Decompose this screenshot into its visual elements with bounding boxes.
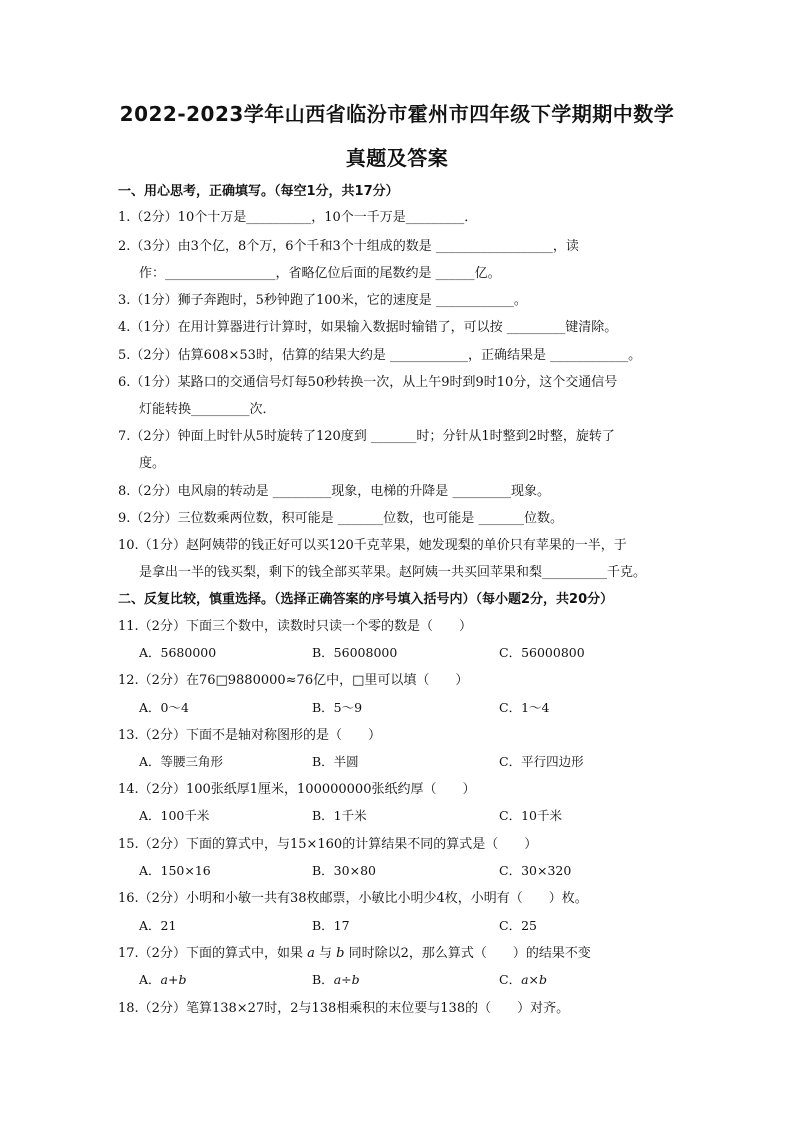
question-17 — [118, 942, 591, 961]
option-b: B．30×80 — [312, 863, 376, 878]
variable-b: b — [336, 946, 345, 961]
question-6-line1: 6.（1分）某路口的交通信号灯每50秒转换一次，从上午9时到9时10分，这个交通信号 — [118, 375, 618, 390]
option-a: A．100千米 — [139, 808, 210, 823]
question-9: 9.（2分）三位数乘两位数，积可能是 _______位数，也可能是 _______位数。 — [118, 511, 563, 526]
question-4: 4.（1分）在用计算器进行计算时，如果输入数据时输错了，可以按 _________键清除。 — [118, 320, 618, 335]
option-b: B．17 — [312, 918, 350, 933]
section-heading-multiple-choice: 二、反复比较，慎重选择。（选择正确答案的序号填入括号内）（每小题2分，共20分） — [118, 592, 614, 607]
option-b: B．5～9 — [312, 700, 363, 715]
section-heading-fill-in: 一、用心思考，正确填写。（每空1分，共17分） — [118, 184, 399, 199]
question-18: 18.（2分）笔算138×27时，2与138相乘积的末位要与138的（ ）对齐。 — [118, 1001, 570, 1016]
option-c: C．1～4 — [499, 700, 550, 715]
option-c: C．56000800 — [499, 645, 585, 660]
question-10-line1: 10.（1分）赵阿姨带的钱正好可以买120千克苹果，她发现梨的单价只有苹果的一半，于 — [118, 538, 627, 553]
question-17-prefix: 17.（2分）下面的算式中，如果 — [118, 946, 308, 961]
option-b: B．1千米 — [312, 808, 367, 823]
document-title-line2: 真题及答案 — [345, 146, 449, 170]
option-a: A．a+b — [139, 972, 187, 987]
question-2-line2: 作：_________________，省略亿位后面的尾数约是 ______亿。 — [139, 266, 501, 281]
question-17-mid: 与 — [314, 946, 337, 961]
option-a: A．5680000 — [139, 645, 217, 660]
question-17-options — [139, 970, 699, 988]
question-16-options — [139, 916, 699, 934]
option-c: C．10千米 — [499, 808, 562, 823]
option-b: B．56008000 — [312, 645, 398, 660]
variable-a: a — [307, 946, 315, 961]
question-15: 15.（2分）下面的算式中，与15×160的计算结果不同的算式是（ ） — [118, 837, 538, 852]
option-a: A．0～4 — [139, 700, 189, 715]
option-c: C．平行四边形 — [499, 754, 584, 769]
question-16: 16.（2分）小明和小敏一共有38枚邮票，小敏比小明少4枚，小明有（ ）枚。 — [118, 891, 588, 906]
question-15-options — [139, 861, 699, 879]
question-6-line2: 灯能转换_________次． — [139, 402, 276, 417]
question-8: 8.（2分）电风扇的转动是 _________现象，电梯的升降是 _________现象。 — [118, 484, 550, 499]
question-7-line2: 度。 — [139, 456, 166, 471]
question-12-options — [139, 698, 699, 716]
question-1: 1.（2分）10个十万是__________，10个一千万是_________． — [118, 210, 478, 225]
question-11: 11.（2分）下面三个数中，读数时只读一个零的数是（ ） — [118, 619, 472, 634]
question-10-line2: 是拿出一半的钱买梨，剩下的钱全部买苹果。赵阿姨一共买回苹果和梨__________千克。 — [139, 565, 647, 580]
option-a: A．等腰三角形 — [139, 754, 224, 769]
question-2-line1: 2.（3分）由3个亿，8个万，6个千和3个十组成的数是 __________________，读 — [118, 239, 579, 254]
question-14-options — [139, 806, 699, 824]
question-13-options — [139, 752, 699, 770]
document-title-line1: 2022-2023学年山西省临汾市霍州市四年级下学期期中数学 — [119, 102, 675, 126]
option-a: A．150×16 — [139, 863, 211, 878]
option-a: A．21 — [139, 918, 177, 933]
option-b: B．半圆 — [312, 754, 359, 769]
question-7-line1: 7.（2分）钟面上时针从5时旋转了120度到 _______时；分针从1时整到2时整，旋转了 — [118, 429, 615, 444]
question-13: 13.（2分）下面不是轴对称图形的是（ ） — [118, 728, 381, 743]
question-14: 14.（2分）100张纸厚1厘米，100000000张纸约厚（ ） — [118, 782, 476, 797]
question-17-suffix: 同时除以2，那么算式（ ）的结果不变 — [344, 946, 591, 961]
option-c: C．30×320 — [499, 863, 572, 878]
question-11-options — [139, 643, 699, 661]
option-b: B．a÷b — [312, 972, 360, 987]
option-c: C．a×b — [499, 972, 548, 987]
option-c: C．25 — [499, 918, 537, 933]
question-5: 5.（2分）估算608×53时，估算的结果大约是 ____________，正确结果是 ____________。 — [118, 348, 642, 363]
question-12: 12.（2分）在76□9880000≈76亿中，□里可以填（ ） — [118, 673, 469, 688]
question-3: 3.（1分）狮子奔跑时，5秒钟跑了100米，它的速度是 ____________。 — [118, 293, 527, 308]
